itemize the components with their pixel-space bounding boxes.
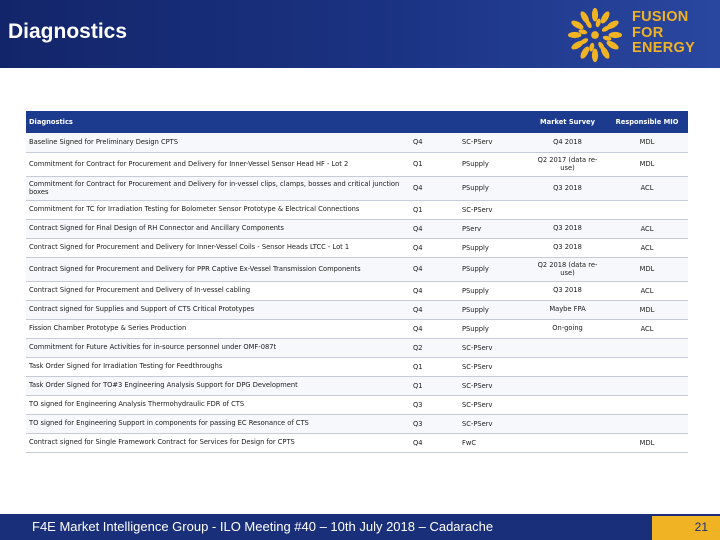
table-row: [26, 176, 688, 200]
cell-description: Contract Signed for Final Design of RH Connector and Ancillary Components: [26, 219, 410, 238]
cell-category: PSupply: [459, 152, 529, 176]
cell-quarter: Q1: [410, 200, 459, 219]
cell-market-survey: [529, 200, 606, 219]
cell-category: PServ: [459, 219, 529, 238]
table-row: [26, 395, 688, 414]
cell-market-survey: [529, 433, 606, 452]
logo-line-3: ENERGY: [632, 40, 696, 56]
table-row: [26, 300, 688, 319]
cell-category: SC-PServ: [459, 338, 529, 357]
cell-description: Contract signed for Single Framework Contract for Services for Design for CPTS: [26, 433, 410, 452]
cell-category: SC-PServ: [459, 414, 529, 433]
cell-responsible-mio: MDL: [606, 433, 688, 452]
table-row: [26, 319, 688, 338]
cell-quarter: Q4: [410, 176, 459, 200]
cell-market-survey: Q3 2018: [529, 176, 606, 200]
cell-responsible-mio: MDL: [606, 300, 688, 319]
column-header-market-survey: Market Survey: [529, 111, 606, 133]
cell-market-survey: [529, 414, 606, 433]
cell-market-survey: [529, 376, 606, 395]
cell-description: Task Order Signed for Irradiation Testing for Feedthroughs: [26, 357, 410, 376]
cell-quarter: Q4: [410, 433, 459, 452]
cell-quarter: Q4: [410, 281, 459, 300]
table-row: [26, 414, 688, 433]
cell-category: PSupply: [459, 319, 529, 338]
cell-market-survey: Q3 2018: [529, 219, 606, 238]
table-row: [26, 281, 688, 300]
cell-market-survey: On-going: [529, 319, 606, 338]
cell-quarter: Q4: [410, 238, 459, 257]
cell-category: SC-PServ: [459, 376, 529, 395]
cell-responsible-mio: MDL: [606, 133, 688, 152]
cell-responsible-mio: ACL: [606, 281, 688, 300]
cell-quarter: Q1: [410, 357, 459, 376]
cell-description: Contract Signed for Procurement and Delivery of In-vessel cabling: [26, 281, 410, 300]
cell-category: FwC: [459, 433, 529, 452]
cell-description: Commitment for Future Activities for in-source personnel under OMF-087t: [26, 338, 410, 357]
cell-description: Commitment for Contract for Procurement and Delivery for Inner-Vessel Sensor Head HF - Lot 2: [26, 152, 410, 176]
page-number: 21: [694, 520, 708, 534]
cell-quarter: Q1: [410, 376, 459, 395]
cell-market-survey: Maybe FPA: [529, 300, 606, 319]
cell-category: SC-PServ: [459, 133, 529, 152]
cell-market-survey: Q4 2018: [529, 133, 606, 152]
cell-responsible-mio: ACL: [606, 219, 688, 238]
cell-description: Task Order Signed for TO#3 Engineering Analysis Support for DPG Development: [26, 376, 410, 395]
logo-line-1: FUSION: [632, 9, 689, 25]
cell-category: SC-PServ: [459, 200, 529, 219]
table-row: [26, 152, 688, 176]
cell-category: PSupply: [459, 176, 529, 200]
cell-description: Contract Signed for Procurement and Delivery for Inner-Vessel Coils - Sensor Heads LTCC - Lot 1: [26, 238, 410, 257]
cell-market-survey: Q2 2017 (data re-use): [529, 152, 606, 176]
cell-responsible-mio: ACL: [606, 176, 688, 200]
cell-description: Baseline Signed for Preliminary Design CPTS: [26, 133, 410, 152]
cell-quarter: Q4: [410, 300, 459, 319]
footer-text: F4E Market Intelligence Group - ILO Meeting #40 – 10th July 2018 – Cadarache: [32, 519, 494, 534]
column-header-category: [459, 111, 529, 133]
cell-responsible-mio: ACL: [606, 238, 688, 257]
cell-description: Commitment for TC for Irradiation Testing for Bolometer Sensor Prototype & Electrical Connections: [26, 200, 410, 219]
header-banner: [0, 0, 720, 68]
cell-category: SC-PServ: [459, 357, 529, 376]
cell-responsible-mio: [606, 200, 688, 219]
cell-responsible-mio: ACL: [606, 319, 688, 338]
cell-description: Contract signed for Supplies and Support of CTS Critical Prototypes: [26, 300, 410, 319]
column-header-quarter: [410, 111, 459, 133]
diagnostics-table: [26, 111, 688, 453]
table-row: [26, 357, 688, 376]
cell-quarter: Q4: [410, 319, 459, 338]
cell-quarter: Q3: [410, 395, 459, 414]
fusion-for-energy-logo-emblem: [566, 6, 624, 64]
cell-category: SC-PServ: [459, 395, 529, 414]
table-row: [26, 257, 688, 281]
cell-quarter: Q4: [410, 219, 459, 238]
page-number-box: [652, 516, 720, 540]
cell-category: PSupply: [459, 238, 529, 257]
cell-responsible-mio: [606, 395, 688, 414]
column-header-responsible-mio: Responsible MIO: [606, 111, 688, 133]
cell-quarter: Q4: [410, 257, 459, 281]
table-row: [26, 200, 688, 219]
cell-description: Contract Signed for Procurement and Delivery for PPR Captive Ex-Vessel Transmission Components: [26, 257, 410, 281]
cell-market-survey: Q3 2018: [529, 281, 606, 300]
table-row: [26, 433, 688, 452]
table-row: [26, 238, 688, 257]
column-header-diagnostics: Diagnostics: [26, 111, 410, 133]
cell-market-survey: [529, 395, 606, 414]
cell-description: TO signed for Engineering Support in components for passing EC Resonance of CTS: [26, 414, 410, 433]
cell-responsible-mio: MDL: [606, 152, 688, 176]
table-row: [26, 376, 688, 395]
cell-responsible-mio: [606, 338, 688, 357]
cell-market-survey: [529, 357, 606, 376]
cell-description: Fission Chamber Prototype & Series Production: [26, 319, 410, 338]
cell-category: PSupply: [459, 257, 529, 281]
page-title: Diagnostics: [8, 20, 128, 43]
cell-category: PSupply: [459, 281, 529, 300]
cell-quarter: Q3: [410, 414, 459, 433]
cell-description: TO signed for Engineering Analysis Thermohydraulic FDR of CTS: [26, 395, 410, 414]
cell-market-survey: Q2 2018 (data re-use): [529, 257, 606, 281]
cell-market-survey: [529, 338, 606, 357]
cell-responsible-mio: [606, 357, 688, 376]
table-row: [26, 219, 688, 238]
cell-market-survey: Q3 2018: [529, 238, 606, 257]
cell-category: PSupply: [459, 300, 529, 319]
table-row: [26, 338, 688, 357]
cell-responsible-mio: MDL: [606, 257, 688, 281]
footer-bar: [0, 514, 720, 540]
cell-responsible-mio: [606, 376, 688, 395]
cell-description: Commitment for Contract for Procurement and Delivery for in-vessel clips, clamps, bosses and critical junction boxes: [26, 176, 410, 200]
table-row: [26, 133, 688, 152]
fusion-for-energy-logo-text: [632, 10, 712, 57]
cell-quarter: Q2: [410, 338, 459, 357]
cell-quarter: Q1: [410, 152, 459, 176]
table-body: [26, 133, 688, 452]
cell-quarter: Q4: [410, 133, 459, 152]
table-header-row: [26, 111, 688, 133]
logo-line-2: FOR: [632, 24, 664, 41]
cell-responsible-mio: [606, 414, 688, 433]
